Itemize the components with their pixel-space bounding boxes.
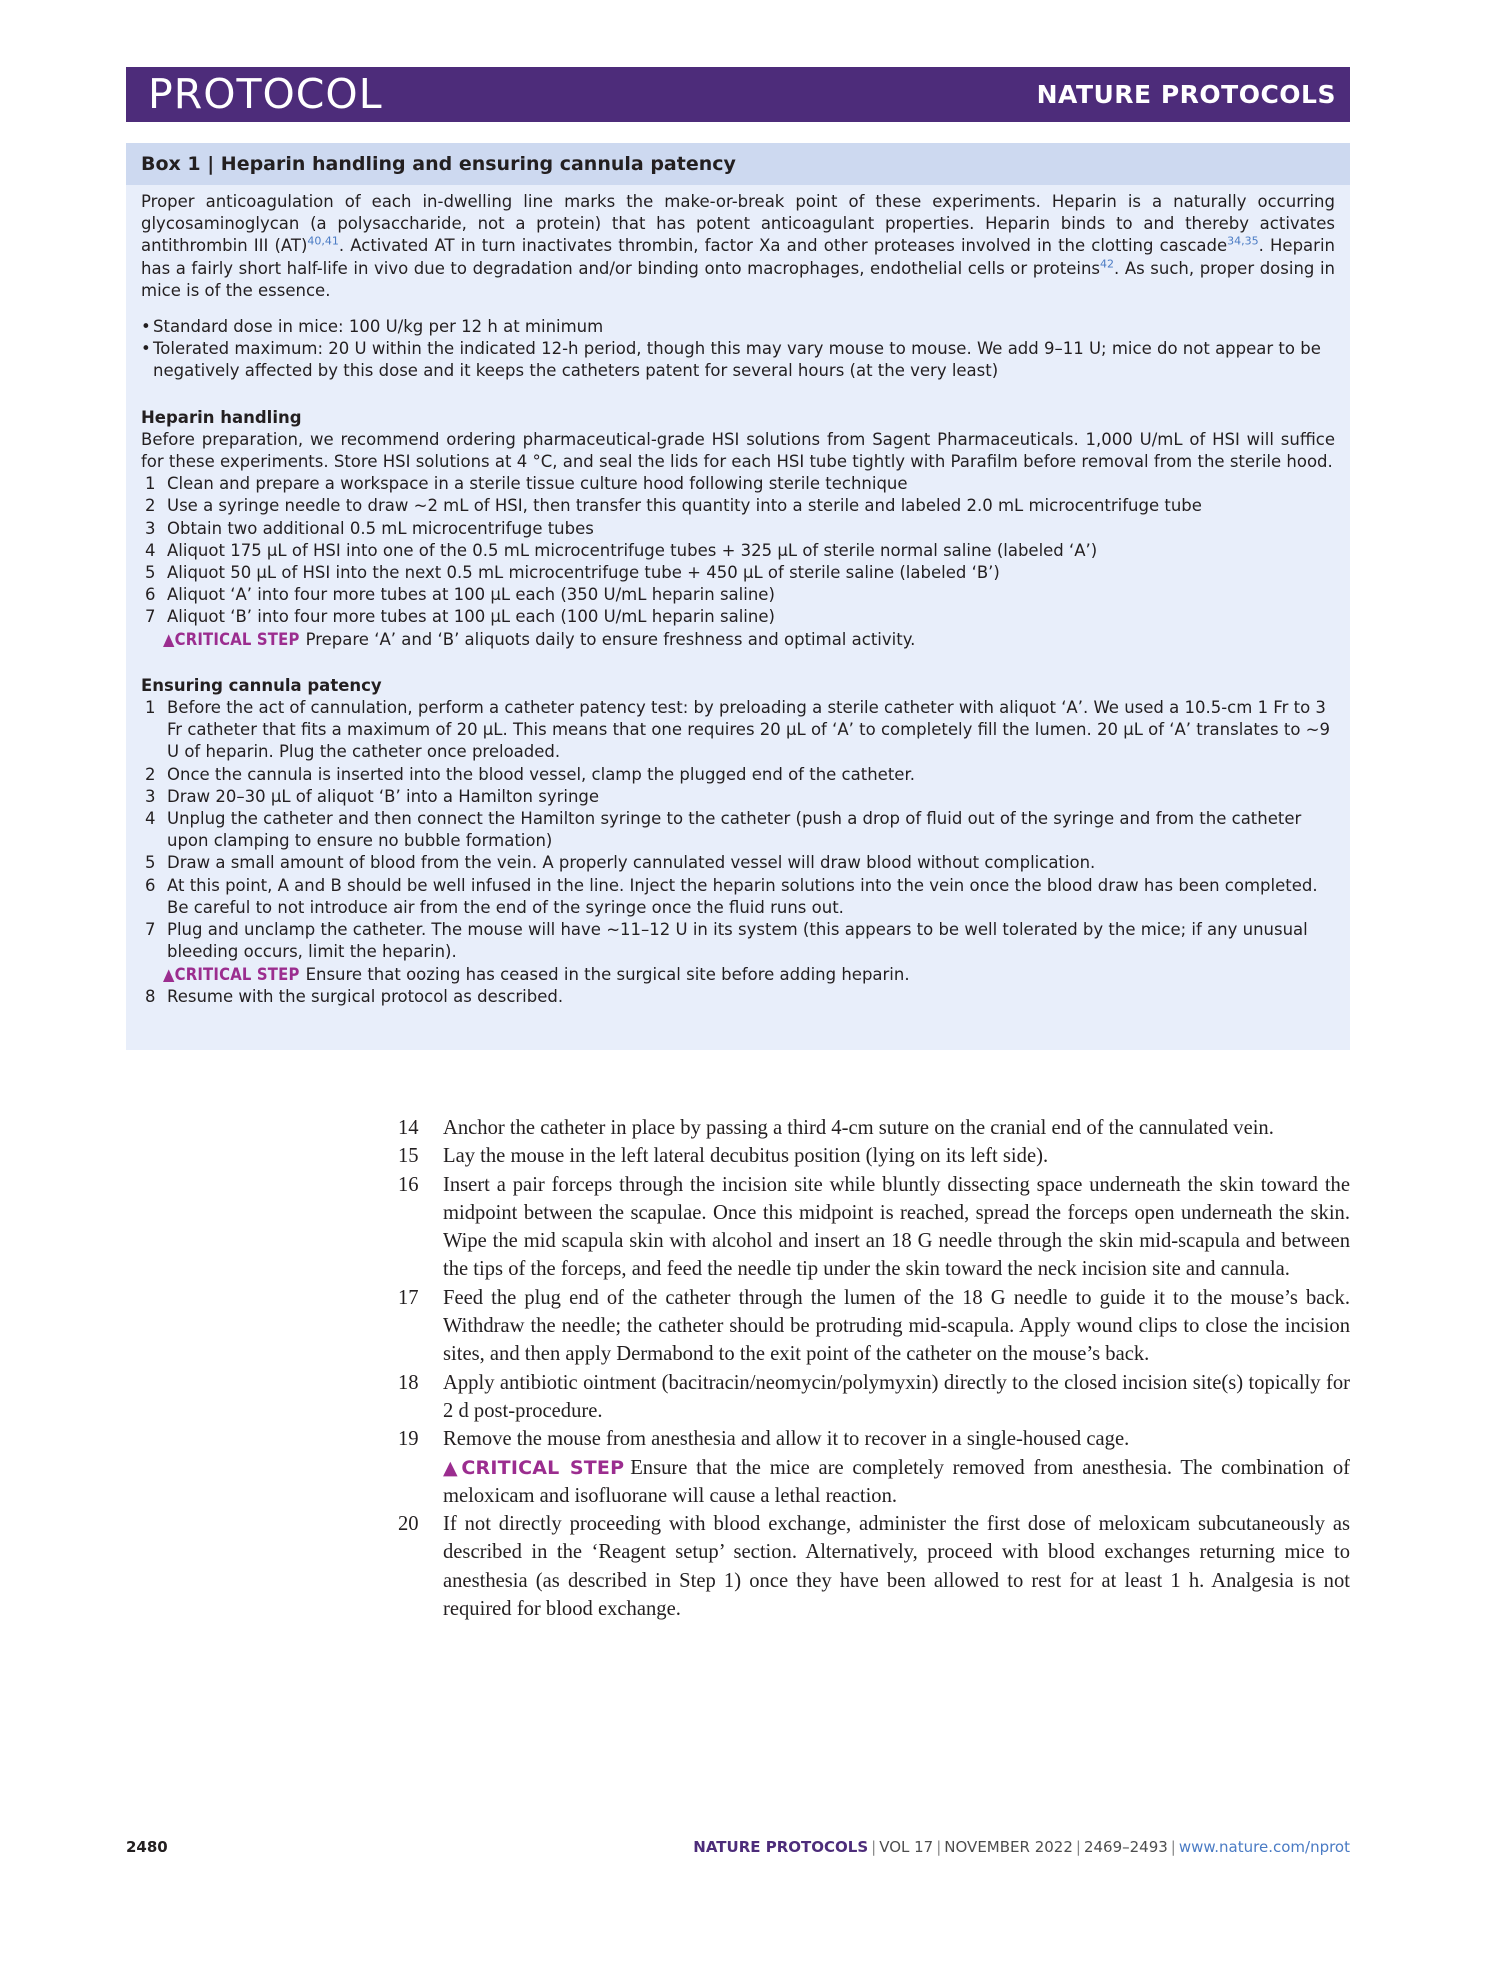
- reference-link[interactable]: 34,35: [1227, 234, 1259, 248]
- journal-url-link[interactable]: www.nature.com/nprot: [1178, 1838, 1350, 1856]
- list-item: • Standard dose in mice: 100 U/kg per 12 h at minimum: [141, 316, 1335, 338]
- cannula-patency-steps: [141, 697, 1335, 963]
- page-header: [126, 67, 1350, 122]
- critical-step-label: ▲CRITICAL STEP: [163, 964, 300, 984]
- procedure-step: 18 Apply antibiotic ointment (bacitracin/neomycin/polymyxin) directly to the closed incision site(s) topically for 2 d post-procedure.: [398, 1371, 1350, 1422]
- list-item: 5 Draw a small amount of blood from the vein. A properly cannulated vessel will draw blood without complication.: [145, 853, 1096, 873]
- list-item: 7 Plug and unclamp the catheter. The mouse will have ~11–12 U in its system (this appears to be well tolerated by the mice; if any unusual bleeding occurs, limit the heparin).: [145, 920, 1308, 962]
- page-footer: [126, 1838, 1350, 1862]
- list-item: 2 Use a syringe needle to draw ~2 mL of HSI, then transfer this quantity into a sterile and labeled 2.0 mL microcentrifuge tube: [145, 496, 1202, 516]
- list-item: 6 At this point, A and B should be well infused in the line. Inject the heparin solutions into the vein once the blood draw has been completed. Be careful to not introduce air from the end of the syringe once the fluid runs out.: [145, 875, 1318, 917]
- procedure-step: 17 Feed the plug end of the catheter through the lumen of the 18 G needle to guide it to the mouse’s back. Withdraw the needle; the catheter should be protruding mid-scapula. Apply wound clips to close the incision sites, and then apply Dermabond to the exit point of the catheter on the mouse’s back.: [398, 1286, 1350, 1366]
- reference-link[interactable]: 40,41: [307, 234, 339, 248]
- box-1: [126, 143, 1350, 1050]
- journal-name: NATURE PROTOCOLS: [1036, 80, 1336, 109]
- list-item: • Tolerated maximum: 20 U within the indicated 12-h period, though this may vary mouse to mouse. We add 9–11 U; mice do not appear to be negatively affected by this dose and it keeps the catheters patent for several hours (at the very least): [141, 338, 1335, 382]
- list-item: 8 Resume with the surgical protocol as described.: [145, 986, 564, 1006]
- reference-link[interactable]: 42: [1100, 257, 1115, 271]
- heparin-handling-intro: Before preparation, we recommend ordering pharmaceutical-grade HSI solutions from Sagent Pharmaceuticals. 1,000 U/mL of HSI will suffice for these experiments. Store HSI solutions at 4 °C, and seal the lids for each HSI tube tightly with Parafilm before removal from the sterile hood.: [141, 429, 1335, 472]
- dose-bullets: [141, 316, 1335, 383]
- list-item: 7 Aliquot ‘B’ into four more tubes at 100 μL each (100 U/mL heparin saline): [145, 607, 775, 627]
- page-number: 2480: [126, 1838, 168, 1856]
- heparin-handling-heading: Heparin handling: [141, 407, 302, 427]
- list-item: 6 Aliquot ‘A’ into four more tubes at 100 μL each (350 U/mL heparin saline): [145, 585, 775, 605]
- list-item: 4 Aliquot 175 μL of HSI into one of the 0.5 mL microcentrifuge tubes + 325 μL of sterile normal saline (labeled ‘A’): [145, 540, 1098, 560]
- heparin-handling-steps: [141, 473, 1335, 628]
- cannula-patency-heading: Ensuring cannula patency: [141, 675, 382, 695]
- list-item: 2 Once the cannula is inserted into the blood vessel, clamp the plugged end of the catheter.: [145, 764, 915, 784]
- critical-step-label: ▲CRITICAL STEP: [443, 1456, 625, 1479]
- list-item: 5 Aliquot 50 μL of HSI into the next 0.5 mL microcentrifuge tube + 450 μL of sterile saline (labeled ‘B’): [145, 563, 1000, 583]
- box-title: Box 1 | Heparin handling and ensuring cannula patency: [126, 143, 1350, 185]
- list-item: 4 Unplug the catheter and then connect the Hamilton syringe to the catheter (push a drop of fluid out of the syringe and from the catheter upon clamping to ensure no bubble formation): [145, 809, 1302, 851]
- procedure-step: 14 Anchor the catheter in place by passing a third 4-cm suture on the cranial end of the cannulated vein.: [398, 1117, 1274, 1139]
- procedure-steps: [398, 1114, 1350, 1623]
- citation-line: NATURE PROTOCOLS | VOL 17 | NOVEMBER 2022 | 2469–2493 | www.nature.com/nprot: [693, 1838, 1350, 1856]
- section-label: PROTOCOL: [148, 70, 383, 118]
- critical-step-note: ▲CRITICAL STEP Ensure that oozing has ceased in the surgical site before adding heparin.: [163, 964, 910, 984]
- list-item: 3 Draw 20–30 μL of aliquot ‘B’ into a Hamilton syringe: [145, 786, 600, 806]
- procedure-step: 15 Lay the mouse in the left lateral decubitus position (lying on its left side).: [398, 1145, 1049, 1168]
- critical-step-label: ▲CRITICAL STEP: [163, 629, 300, 649]
- box-intro: Proper anticoagulation of each in-dwelling line marks the make-or-break point of these experiments. Heparin is a naturally occurring glycosaminoglycan (a polysaccharide, not a protein) that has potent anticoagulant properties. Heparin binds to and thereby activates antithrombin III (AT)$^{40,41}$. Activated AT in turn inactivates thrombin, factor Xa and other proteases involved in the clotting cascade$^{34,35}$. Heparin has a fairly short half-life in vivo due to degradation and/or binding onto macrophages, endothelial cells or proteins$^{42}$. As such, proper dosing in mice is of the essence.: [141, 192, 1335, 300]
- list-item: 1 Clean and prepare a workspace in a sterile tissue culture hood following sterile technique: [145, 474, 908, 494]
- procedure-step: 16 Insert a pair forceps through the incision site while bluntly dissecting space underneath the skin toward the midpoint between the scapulae. Once this midpoint is reached, spread the forceps open underneath the skin. Wipe the mid scapula skin with alcohol and insert an 18 G needle through the skin mid-scapula and between the tips of the forceps, and feed the needle tip under the skin toward the neck incision site and cannula.: [398, 1173, 1350, 1281]
- procedure-step: 20 If not directly proceeding with blood exchange, administer the first dose of meloxicam subcutaneously as described in the ‘Reagent setup’ section. Alternatively, proceed with blood exchanges returning mice to anesthesia (as described in Step 1) once they have been allowed to rest for at least 1 h. Analgesia is not required for blood exchange.: [398, 1513, 1350, 1621]
- list-item: 1 Before the act of cannulation, perform a catheter patency test: by preloading a sterile catheter with aliquot ‘A’. We used a 10.5-cm 1 Fr to 3 Fr catheter that fits a maximum of 20 μL. This means that one requires 20 μL of ‘A’ to completely fill the lumen. 20 μL of ‘A’ translates to ~9 U of heparin. Plug the catheter once preloaded.: [145, 698, 1331, 762]
- critical-step-note: ▲CRITICAL STEP Prepare ‘A’ and ‘B’ aliquots daily to ensure freshness and optimal activity.: [163, 629, 916, 649]
- list-item: 3 Obtain two additional 0.5 mL microcentrifuge tubes: [145, 518, 594, 538]
- procedure-step: 19 Remove the mouse from anesthesia and allow it to recover in a single-housed cage. ▲CRITICAL STEP Ensure that the mice are completely removed from anesthesia. The combination of meloxicam and isofluorane will cause a lethal reaction.: [398, 1428, 1350, 1507]
